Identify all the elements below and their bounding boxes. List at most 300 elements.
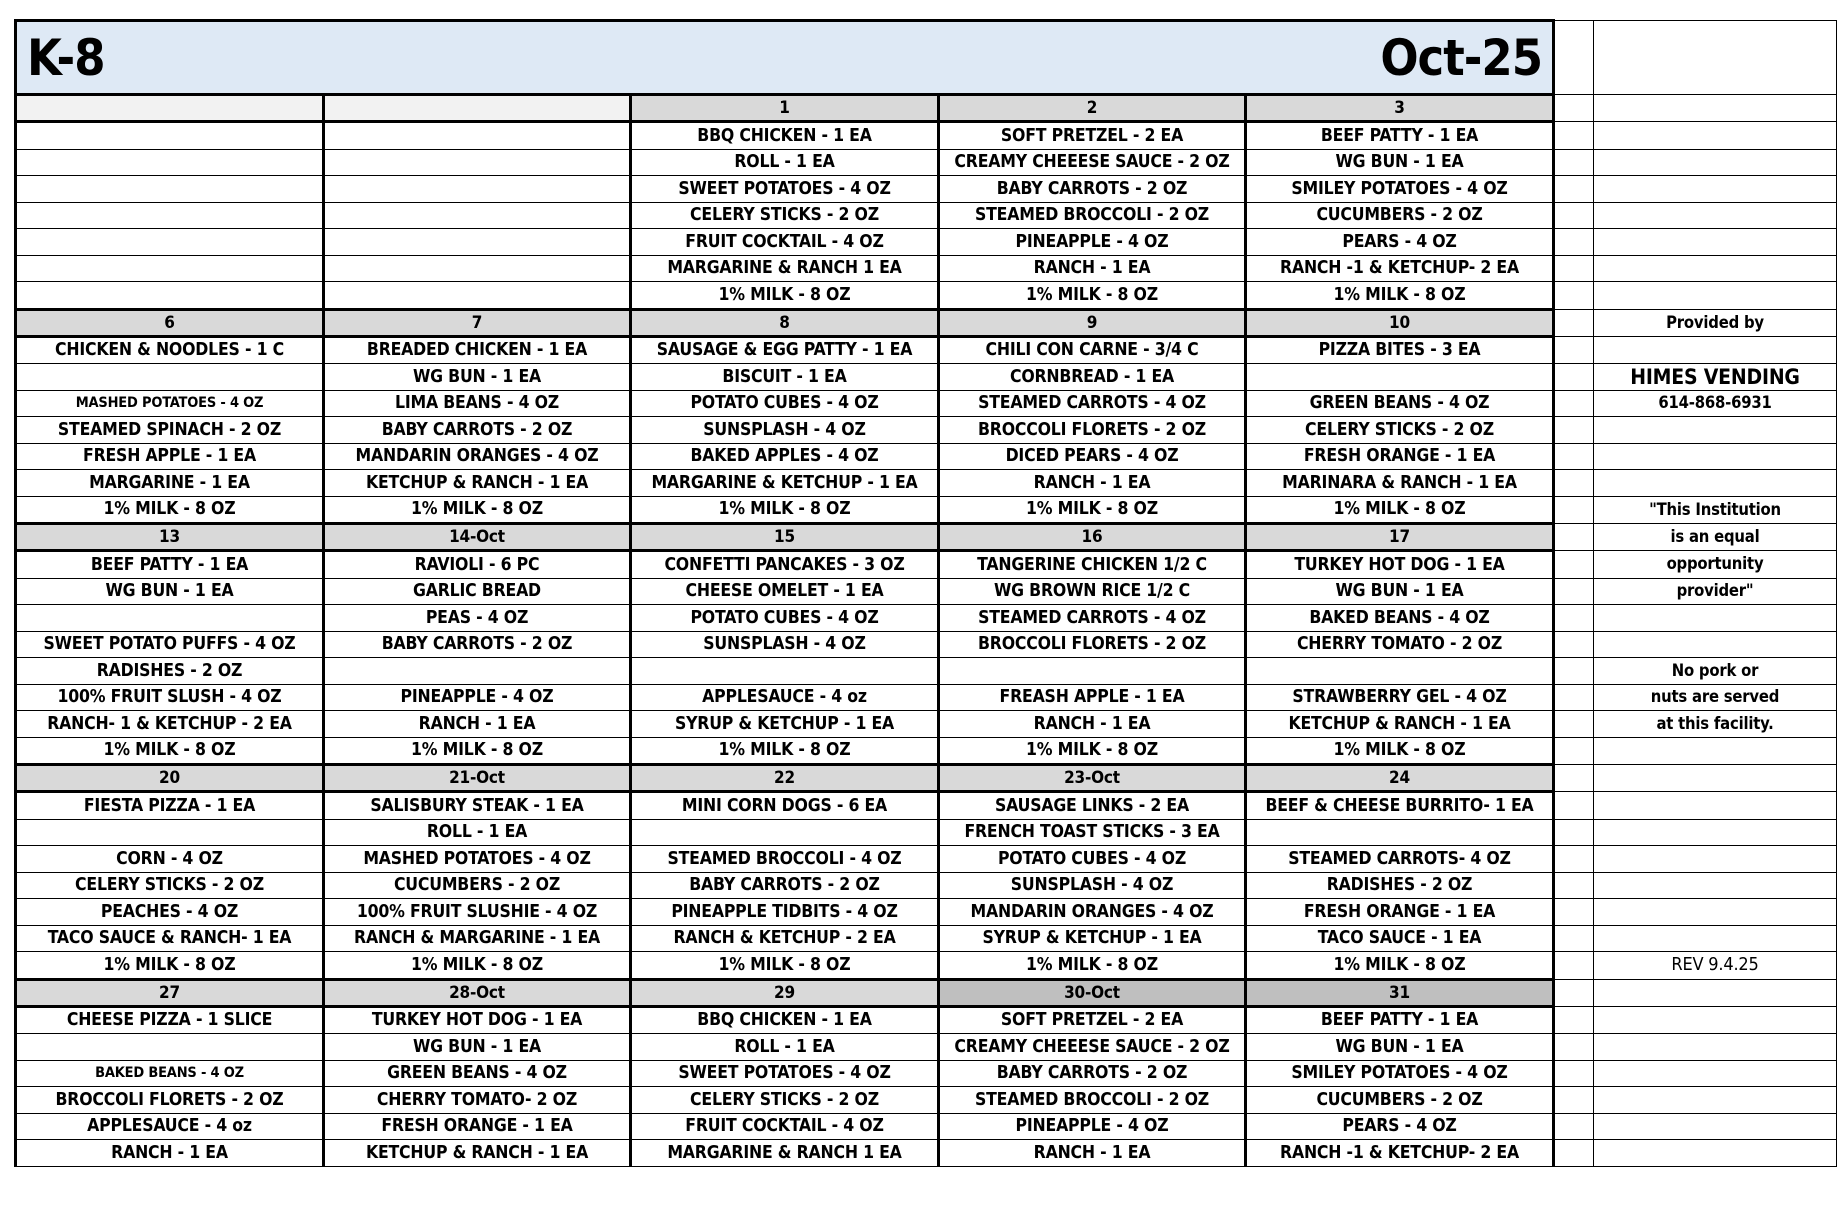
menu-item xyxy=(16,605,324,632)
spacer-cell xyxy=(1554,684,1594,711)
day-header: 1 xyxy=(631,95,939,122)
menu-item-row xyxy=(16,443,1837,470)
menu-item: FRESH ORANGE - 1 EA xyxy=(324,1113,631,1140)
menu-item: FRESH APPLE - 1 EA xyxy=(16,443,324,470)
spacer-cell xyxy=(1554,417,1594,444)
menu-item: 1% MILK - 8 OZ xyxy=(1246,496,1554,524)
menu-item-row xyxy=(16,364,1837,391)
menu-item: BROCCOLI FLORETS - 2 OZ xyxy=(939,631,1246,658)
menu-item: SAUSAGE & EGG PATTY - 1 EA xyxy=(631,336,939,364)
menu-item-row xyxy=(16,684,1837,711)
menu-item: RADISHES - 2 OZ xyxy=(1246,872,1554,899)
day-header: 21-Oct xyxy=(324,765,631,792)
menu-item: 1% MILK - 8 OZ xyxy=(1246,282,1554,310)
menu-item: WG BROWN RICE 1/2 C xyxy=(939,578,1246,605)
menu-item xyxy=(16,176,324,203)
spacer-cell xyxy=(1554,899,1594,926)
spacer-cell xyxy=(1554,765,1594,792)
spacer-cell xyxy=(1554,122,1594,150)
side-note xyxy=(1594,631,1837,658)
menu-item xyxy=(324,658,631,685)
menu-item-row xyxy=(16,1140,1837,1167)
menu-item-row xyxy=(16,1034,1837,1061)
menu-item: LIMA BEANS - 4 OZ xyxy=(324,390,631,417)
day-header: 28-Oct xyxy=(324,979,631,1006)
menu-item-row xyxy=(16,872,1837,899)
side-note xyxy=(1594,470,1837,497)
menu-item: BEEF & CHEESE BURRITO- 1 EA xyxy=(1246,792,1554,820)
menu-item: 100% FRUIT SLUSHIE - 4 OZ xyxy=(324,899,631,926)
day-header: 16 xyxy=(939,524,1246,551)
day-header: 22 xyxy=(631,765,939,792)
menu-item: FREASH APPLE - 1 EA xyxy=(939,684,1246,711)
spacer-cell xyxy=(1554,872,1594,899)
menu-item: SYRUP & KETCHUP - 1 EA xyxy=(631,711,939,738)
menu-item: CHEESE PIZZA - 1 SLICE xyxy=(16,1006,324,1034)
menu-item: 100% FRUIT SLUSH - 4 OZ xyxy=(16,684,324,711)
menu-item: SWEET POTATOES - 4 OZ xyxy=(631,1060,939,1087)
menu-item: 1% MILK - 8 OZ xyxy=(631,952,939,980)
menu-item xyxy=(16,364,324,391)
menu-item: 1% MILK - 8 OZ xyxy=(16,496,324,524)
side-note xyxy=(1594,925,1837,952)
menu-item: STEAMED BROCCOLI - 4 OZ xyxy=(631,846,939,873)
menu-item: FRENCH TOAST STICKS - 3 EA xyxy=(939,819,1246,846)
side-note xyxy=(1594,979,1837,1006)
menu-item: CELERY STICKS - 2 OZ xyxy=(16,872,324,899)
spacer-cell xyxy=(1554,737,1594,765)
menu-item: WG BUN - 1 EA xyxy=(1246,149,1554,176)
menu-item: BEEF PATTY - 1 EA xyxy=(16,551,324,579)
spacer-cell xyxy=(1554,1140,1594,1167)
spacer-cell xyxy=(1554,631,1594,658)
menu-item: STEAMED CARROTS - 4 OZ xyxy=(939,605,1246,632)
spacer-cell xyxy=(1554,524,1594,551)
spacer-cell xyxy=(1554,1034,1594,1061)
day-header: 3 xyxy=(1246,95,1554,122)
spacer-cell xyxy=(1554,658,1594,685)
side-note: opportunity xyxy=(1594,551,1837,579)
spacer-cell xyxy=(1554,336,1594,364)
menu-item: SMILEY POTATOES - 4 OZ xyxy=(1246,1060,1554,1087)
menu-item: CHERRY TOMATO- 2 OZ xyxy=(324,1087,631,1114)
spacer-cell xyxy=(1554,364,1594,391)
menu-item: WG BUN - 1 EA xyxy=(324,1034,631,1061)
menu-item-row xyxy=(16,925,1837,952)
menu-item: SYRUP & KETCHUP - 1 EA xyxy=(939,925,1246,952)
menu-item: ROLL - 1 EA xyxy=(324,819,631,846)
spacer-cell xyxy=(1554,1087,1594,1114)
menu-item: BBQ CHICKEN - 1 EA xyxy=(631,122,939,150)
spacer-cell xyxy=(1554,282,1594,310)
week-date-row xyxy=(16,979,1837,1006)
menu-title-bar xyxy=(16,21,1554,95)
menu-item: SWEET POTATO PUFFS - 4 OZ xyxy=(16,631,324,658)
side-note xyxy=(1594,872,1837,899)
menu-item: 1% MILK - 8 OZ xyxy=(939,496,1246,524)
menu-item: KETCHUP & RANCH - 1 EA xyxy=(324,470,631,497)
side-note xyxy=(1594,765,1837,792)
menu-item: RANCH - 1 EA xyxy=(939,255,1246,282)
menu-item-row xyxy=(16,792,1837,820)
spacer-cell xyxy=(1554,95,1594,122)
side-note: Provided by xyxy=(1594,309,1837,336)
menu-item: 1% MILK - 8 OZ xyxy=(16,952,324,980)
day-header: 2 xyxy=(939,95,1246,122)
menu-item: SUNSPLASH - 4 OZ xyxy=(631,631,939,658)
menu-item: MANDARIN ORANGES - 4 OZ xyxy=(939,899,1246,926)
menu-item: GARLIC BREAD xyxy=(324,578,631,605)
week-date-row xyxy=(16,309,1837,336)
spacer-cell xyxy=(1554,979,1594,1006)
menu-item: TURKEY HOT DOG - 1 EA xyxy=(324,1006,631,1034)
side-note xyxy=(1594,1140,1837,1167)
spacer-cell xyxy=(1554,551,1594,579)
day-header: 29 xyxy=(631,979,939,1006)
side-note xyxy=(1594,605,1837,632)
menu-item xyxy=(16,1034,324,1061)
menu-item-row xyxy=(16,496,1837,524)
menu-item: CREAMY CHEEESE SAUCE - 2 OZ xyxy=(939,149,1246,176)
day-header: 23-Oct xyxy=(939,765,1246,792)
spacer-cell xyxy=(1554,390,1594,417)
menu-item: PEARS - 4 OZ xyxy=(1246,229,1554,256)
menu-item: RADISHES - 2 OZ xyxy=(16,658,324,685)
lunch-menu-calendar xyxy=(14,19,1837,1167)
menu-item: RANCH -1 & KETCHUP- 2 EA xyxy=(1246,255,1554,282)
menu-item xyxy=(324,176,631,203)
menu-item: TURKEY HOT DOG - 1 EA xyxy=(1246,551,1554,579)
menu-item: 1% MILK - 8 OZ xyxy=(631,496,939,524)
menu-item-row xyxy=(16,336,1837,364)
spacer-cell xyxy=(1554,255,1594,282)
menu-item: 1% MILK - 8 OZ xyxy=(1246,737,1554,765)
side-note xyxy=(1594,737,1837,765)
menu-item: WG BUN - 1 EA xyxy=(16,578,324,605)
spacer-cell xyxy=(1554,792,1594,820)
menu-item-row xyxy=(16,149,1837,176)
menu-item: CHICKEN & NOODLES - 1 C xyxy=(16,336,324,364)
menu-item: MARGARINE & RANCH 1 EA xyxy=(631,255,939,282)
menu-item xyxy=(324,202,631,229)
side-note xyxy=(1594,202,1837,229)
menu-item-row xyxy=(16,952,1837,980)
menu-item: STEAMED BROCCOLI - 2 OZ xyxy=(939,202,1246,229)
side-note: is an equal xyxy=(1594,524,1837,551)
menu-item-row xyxy=(16,1113,1837,1140)
day-header: 15 xyxy=(631,524,939,551)
menu-item: KETCHUP & RANCH - 1 EA xyxy=(324,1140,631,1167)
menu-item: CHERRY TOMATO - 2 OZ xyxy=(1246,631,1554,658)
menu-item: SWEET POTATOES - 4 OZ xyxy=(631,176,939,203)
side-note xyxy=(1594,149,1837,176)
menu-item-row xyxy=(16,846,1837,873)
menu-item: BREADED CHICKEN - 1 EA xyxy=(324,336,631,364)
menu-item: BAKED BEANS - 4 OZ xyxy=(1246,605,1554,632)
side-note xyxy=(1594,819,1837,846)
day-header: 9 xyxy=(939,309,1246,336)
menu-item: APPLESAUCE - 4 oz xyxy=(631,684,939,711)
side-note xyxy=(1594,1113,1837,1140)
menu-item: TACO SAUCE & RANCH- 1 EA xyxy=(16,925,324,952)
menu-item: MARINARA & RANCH - 1 EA xyxy=(1246,470,1554,497)
side-note xyxy=(1594,1087,1837,1114)
menu-item: ROLL - 1 EA xyxy=(631,1034,939,1061)
menu-item xyxy=(16,255,324,282)
spacer-cell xyxy=(1554,176,1594,203)
menu-item-row xyxy=(16,1006,1837,1034)
menu-item: ROLL - 1 EA xyxy=(631,149,939,176)
day-header xyxy=(324,95,631,122)
menu-item: TANGERINE CHICKEN 1/2 C xyxy=(939,551,1246,579)
side-note xyxy=(1594,846,1837,873)
menu-item: POTATO CUBES - 4 OZ xyxy=(631,390,939,417)
menu-item: 1% MILK - 8 OZ xyxy=(1246,952,1554,980)
day-header: 10 xyxy=(1246,309,1554,336)
menu-item: SOFT PRETZEL - 2 EA xyxy=(939,122,1246,150)
menu-item: STRAWBERRY GEL - 4 OZ xyxy=(1246,684,1554,711)
spacer-cell xyxy=(1554,1060,1594,1087)
side-note: "This Institution xyxy=(1594,496,1837,524)
side-note xyxy=(1594,792,1837,820)
menu-item: CHEESE OMELET - 1 EA xyxy=(631,578,939,605)
side-note: nuts are served xyxy=(1594,684,1837,711)
menu-item xyxy=(16,282,324,310)
week-date-row xyxy=(16,524,1837,551)
menu-item: CELERY STICKS - 2 OZ xyxy=(631,202,939,229)
menu-item: MINI CORN DOGS - 6 EA xyxy=(631,792,939,820)
spacer-cell xyxy=(1554,470,1594,497)
menu-item: CELERY STICKS - 2 OZ xyxy=(1246,417,1554,444)
menu-item: PINEAPPLE - 4 OZ xyxy=(324,684,631,711)
side-note: REV 9.4.25 xyxy=(1594,952,1837,980)
menu-item-row xyxy=(16,899,1837,926)
menu-item: MARGARINE - 1 EA xyxy=(16,470,324,497)
month-label: Oct-25 xyxy=(1380,28,1542,87)
day-header xyxy=(16,95,324,122)
menu-item xyxy=(324,149,631,176)
menu-item: SMILEY POTATOES - 4 OZ xyxy=(1246,176,1554,203)
side-note xyxy=(1594,336,1837,364)
side-note xyxy=(1594,417,1837,444)
menu-item: FRUIT COCKTAIL - 4 OZ xyxy=(631,1113,939,1140)
menu-item-row xyxy=(16,417,1837,444)
menu-item: CELERY STICKS - 2 OZ xyxy=(631,1087,939,1114)
menu-item: GREEN BEANS - 4 OZ xyxy=(1246,390,1554,417)
spacer-cell xyxy=(1554,229,1594,256)
spacer-cell xyxy=(1554,21,1594,95)
menu-item xyxy=(631,819,939,846)
menu-item: CORN - 4 OZ xyxy=(16,846,324,873)
menu-item: APPLESAUCE - 4 oz xyxy=(16,1113,324,1140)
menu-item: BABY CARROTS - 2 OZ xyxy=(324,417,631,444)
menu-item: POTATO CUBES - 4 OZ xyxy=(631,605,939,632)
menu-item: RANCH - 1 EA xyxy=(324,711,631,738)
menu-item: SOFT PRETZEL - 2 EA xyxy=(939,1006,1246,1034)
side-note xyxy=(1594,282,1837,310)
menu-item-row xyxy=(16,122,1837,150)
day-header: 8 xyxy=(631,309,939,336)
menu-item-row xyxy=(16,551,1837,579)
day-header: 24 xyxy=(1246,765,1554,792)
menu-item: BAKED APPLES - 4 OZ xyxy=(631,443,939,470)
menu-item: BISCUIT - 1 EA xyxy=(631,364,939,391)
menu-item: SAUSAGE LINKS - 2 EA xyxy=(939,792,1246,820)
menu-item: SUNSPLASH - 4 OZ xyxy=(939,872,1246,899)
menu-item: RANCH & KETCHUP - 2 EA xyxy=(631,925,939,952)
menu-item xyxy=(324,282,631,310)
menu-item: STEAMED BROCCOLI - 2 OZ xyxy=(939,1087,1246,1114)
side-note-cell xyxy=(1594,21,1837,95)
side-note xyxy=(1594,1060,1837,1087)
menu-item: 1% MILK - 8 OZ xyxy=(631,282,939,310)
menu-item: PINEAPPLE TIDBITS - 4 OZ xyxy=(631,899,939,926)
side-note xyxy=(1594,1034,1837,1061)
menu-item: WG BUN - 1 EA xyxy=(324,364,631,391)
spacer-cell xyxy=(1554,819,1594,846)
menu-item xyxy=(16,229,324,256)
menu-item: BEEF PATTY - 1 EA xyxy=(1246,122,1554,150)
menu-item-row xyxy=(16,1087,1837,1114)
menu-item: PEAS - 4 OZ xyxy=(324,605,631,632)
menu-item: BABY CARROTS - 2 OZ xyxy=(324,631,631,658)
menu-item: BBQ CHICKEN - 1 EA xyxy=(631,1006,939,1034)
menu-item: BABY CARROTS - 2 OZ xyxy=(939,176,1246,203)
menu-item: RAVIOLI - 6 PC xyxy=(324,551,631,579)
menu-item: 1% MILK - 8 OZ xyxy=(631,737,939,765)
spacer-cell xyxy=(1554,443,1594,470)
menu-item: MANDARIN ORANGES - 4 OZ xyxy=(324,443,631,470)
menu-item: STEAMED CARROTS - 4 OZ xyxy=(939,390,1246,417)
menu-item xyxy=(16,819,324,846)
menu-item: STEAMED SPINACH - 2 OZ xyxy=(16,417,324,444)
menu-item-row xyxy=(16,737,1837,765)
spacer-cell xyxy=(1554,309,1594,336)
menu-item: FRUIT COCKTAIL - 4 OZ xyxy=(631,229,939,256)
side-note: 614-868-6931 xyxy=(1594,390,1837,417)
menu-item: MASHED POTATOES - 4 OZ xyxy=(16,390,324,417)
menu-item-row xyxy=(16,390,1837,417)
menu-item: 1% MILK - 8 OZ xyxy=(324,496,631,524)
week-date-row xyxy=(16,765,1837,792)
menu-item: FRESH ORANGE - 1 EA xyxy=(1246,899,1554,926)
menu-item: RANCH & MARGARINE - 1 EA xyxy=(324,925,631,952)
menu-item-row xyxy=(16,255,1837,282)
menu-item: 1% MILK - 8 OZ xyxy=(939,282,1246,310)
menu-item xyxy=(1246,819,1554,846)
menu-item: KETCHUP & RANCH - 1 EA xyxy=(1246,711,1554,738)
side-note: provider" xyxy=(1594,578,1837,605)
menu-item: CUCUMBERS - 2 OZ xyxy=(1246,1087,1554,1114)
menu-item: MARGARINE & RANCH 1 EA xyxy=(631,1140,939,1167)
menu-item xyxy=(1246,658,1554,685)
menu-item: CONFETTI PANCAKES - 3 OZ xyxy=(631,551,939,579)
menu-item xyxy=(16,149,324,176)
menu-item: PEARS - 4 OZ xyxy=(1246,1113,1554,1140)
menu-item: BEEF PATTY - 1 EA xyxy=(1246,1006,1554,1034)
menu-item: WG BUN - 1 EA xyxy=(1246,578,1554,605)
spacer-cell xyxy=(1554,1006,1594,1034)
menu-item-row xyxy=(16,229,1837,256)
side-note: at this facility. xyxy=(1594,711,1837,738)
menu-item xyxy=(16,202,324,229)
menu-item: CORNBREAD - 1 EA xyxy=(939,364,1246,391)
menu-item-row xyxy=(16,1060,1837,1087)
menu-item: POTATO CUBES - 4 OZ xyxy=(939,846,1246,873)
menu-item-row xyxy=(16,711,1837,738)
menu-item-row xyxy=(16,176,1837,203)
spacer-cell xyxy=(1554,1113,1594,1140)
day-header: 27 xyxy=(16,979,324,1006)
menu-item: PINEAPPLE - 4 OZ xyxy=(939,1113,1246,1140)
grade-label: K-8 xyxy=(27,28,105,87)
menu-item: 1% MILK - 8 OZ xyxy=(939,737,1246,765)
menu-item: TACO SAUCE - 1 EA xyxy=(1246,925,1554,952)
day-header: 20 xyxy=(16,765,324,792)
menu-item: GREEN BEANS - 4 OZ xyxy=(324,1060,631,1087)
menu-item xyxy=(939,658,1246,685)
menu-item: PINEAPPLE - 4 OZ xyxy=(939,229,1246,256)
menu-item xyxy=(16,122,324,150)
menu-item: WG BUN - 1 EA xyxy=(1246,1034,1554,1061)
menu-item: BAKED BEANS - 4 OZ xyxy=(16,1060,324,1087)
menu-item: RANCH - 1 EA xyxy=(939,470,1246,497)
day-header: 31 xyxy=(1246,979,1554,1006)
side-note: No pork or xyxy=(1594,658,1837,685)
menu-item: STEAMED CARROTS- 4 OZ xyxy=(1246,846,1554,873)
menu-item-row xyxy=(16,578,1837,605)
side-note xyxy=(1594,229,1837,256)
menu-item xyxy=(324,122,631,150)
day-header: 14-Oct xyxy=(324,524,631,551)
menu-item xyxy=(631,658,939,685)
menu-item: RANCH - 1 EA xyxy=(939,1140,1246,1167)
side-note xyxy=(1594,176,1837,203)
menu-item: RANCH- 1 & KETCHUP - 2 EA xyxy=(16,711,324,738)
spacer-cell xyxy=(1554,952,1594,980)
menu-item: BABY CARROTS - 2 OZ xyxy=(939,1060,1246,1087)
side-note xyxy=(1594,443,1837,470)
menu-item xyxy=(324,229,631,256)
spacer-cell xyxy=(1554,711,1594,738)
menu-item: CHILI CON CARNE - 3/4 C xyxy=(939,336,1246,364)
menu-item-row xyxy=(16,282,1837,310)
menu-item: FIESTA PIZZA - 1 EA xyxy=(16,792,324,820)
menu-item-row xyxy=(16,631,1837,658)
menu-item: RANCH - 1 EA xyxy=(16,1140,324,1167)
side-note xyxy=(1594,1006,1837,1034)
menu-item: PEACHES - 4 OZ xyxy=(16,899,324,926)
menu-item: CREAMY CHEEESE SAUCE - 2 OZ xyxy=(939,1034,1246,1061)
menu-item: MARGARINE & KETCHUP - 1 EA xyxy=(631,470,939,497)
menu-item: BROCCOLI FLORETS - 2 OZ xyxy=(16,1087,324,1114)
menu-item-row xyxy=(16,470,1837,497)
side-note xyxy=(1594,95,1837,122)
week-date-row xyxy=(16,95,1837,122)
menu-item: SALISBURY STEAK - 1 EA xyxy=(324,792,631,820)
menu-item xyxy=(1246,364,1554,391)
menu-item: 1% MILK - 8 OZ xyxy=(939,952,1246,980)
menu-item: BABY CARROTS - 2 OZ xyxy=(631,872,939,899)
spacer-cell xyxy=(1554,578,1594,605)
menu-item-row xyxy=(16,658,1837,685)
side-note xyxy=(1594,899,1837,926)
menu-item: CUCUMBERS - 2 OZ xyxy=(1246,202,1554,229)
spacer-cell xyxy=(1554,202,1594,229)
menu-item: RANCH -1 & KETCHUP- 2 EA xyxy=(1246,1140,1554,1167)
menu-item-row xyxy=(16,819,1837,846)
menu-item: FRESH ORANGE - 1 EA xyxy=(1246,443,1554,470)
